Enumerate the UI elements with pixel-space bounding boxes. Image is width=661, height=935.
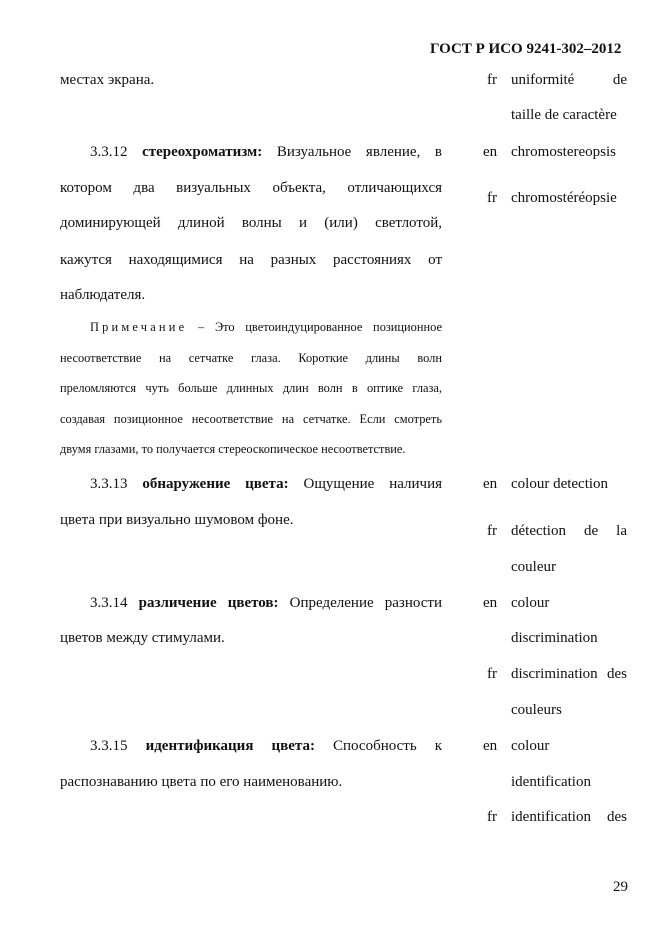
term-3-3-15-line-1 (60, 737, 442, 755)
term-3-3-14-line-1 (60, 594, 442, 612)
note-line-1 (60, 320, 442, 335)
definition-line: наблюдателя. (60, 287, 146, 303)
page-number: 29 (613, 879, 628, 895)
lang-code: fr (487, 523, 497, 539)
term-name: стереохроматизм: (142, 144, 263, 160)
note-line: двумя глазами, то получается стереоскопическое несоответствие. (60, 442, 406, 456)
note-line: создавая позиционное несоответствие на сетчатке. Если смотреть (60, 412, 442, 426)
foreign-term-cont: taille de caractère (511, 107, 617, 123)
term-name: идентификация цвета: (145, 738, 315, 754)
foreign-term: colour (511, 595, 550, 611)
carryover-line: местах экрана. (60, 72, 155, 88)
note-line: несоответствие на сетчатке глаза. Короткие длины волн (60, 351, 442, 365)
term-number: 3.3.15 (90, 738, 128, 754)
term-number: 3.3.14 (90, 595, 128, 611)
lang-code: en (483, 738, 498, 754)
foreign-term: identification des (511, 809, 627, 825)
term-definition: Ощущение наличия (303, 476, 442, 492)
term-number: 3.3.13 (90, 476, 128, 492)
foreign-term-cont: discrimination (511, 630, 598, 646)
foreign-term: colour (511, 738, 550, 754)
term-3-3-12-line-1 (60, 143, 442, 161)
definition-line: распознаванию цвета по его наименованию. (60, 774, 343, 790)
term-definition: Способность к (333, 738, 443, 754)
definition-line: кажутся находящимися на разных расстояниях от (60, 252, 442, 268)
term-3-3-13-line-1 (60, 475, 442, 493)
term-name: различение цветов: (138, 595, 279, 611)
lang-code: fr (487, 666, 497, 682)
foreign-term-cont: identification (511, 774, 591, 790)
foreign-term: chromostereopsis (511, 144, 616, 160)
note-label: Примечание (90, 320, 188, 334)
foreign-term: détection de la (511, 523, 627, 539)
lang-code: en (483, 595, 498, 611)
foreign-term: chromostéréopsie (511, 190, 617, 206)
definition-line: цвета при визуально шумовом фоне. (60, 512, 294, 528)
term-definition: Определение разности (289, 595, 442, 611)
definition-line: цветов между стимулами. (60, 630, 225, 646)
lang-code: en (483, 476, 498, 492)
term-number: 3.3.12 (90, 144, 128, 160)
foreign-term: uniformité de (511, 72, 627, 88)
term-name: обнаружение цвета: (142, 476, 289, 492)
lang-code: en (483, 144, 498, 160)
definition-line: доминирующей длиной волны и (или) светлотой, (60, 215, 442, 231)
lang-code: fr (487, 190, 497, 206)
foreign-term-cont: couleurs (511, 702, 562, 718)
lang-code: fr (487, 809, 497, 825)
foreign-term-cont: couleur (511, 559, 556, 575)
note-text: – Это цветоиндуцированное позиционное (198, 320, 442, 334)
term-definition: Визуальное явление, в (276, 144, 443, 160)
page-header: ГОСТ Р ИСО 9241-302–2012 (430, 41, 622, 57)
foreign-term: colour detection (511, 476, 609, 492)
foreign-term: discrimination des (511, 666, 627, 682)
lang-code: fr (487, 72, 497, 88)
note-line: преломляются чуть больше длинных длин волн в оптике глаза, (60, 381, 442, 395)
definition-line: котором два визуальных объекта, отличающихся (60, 180, 442, 196)
